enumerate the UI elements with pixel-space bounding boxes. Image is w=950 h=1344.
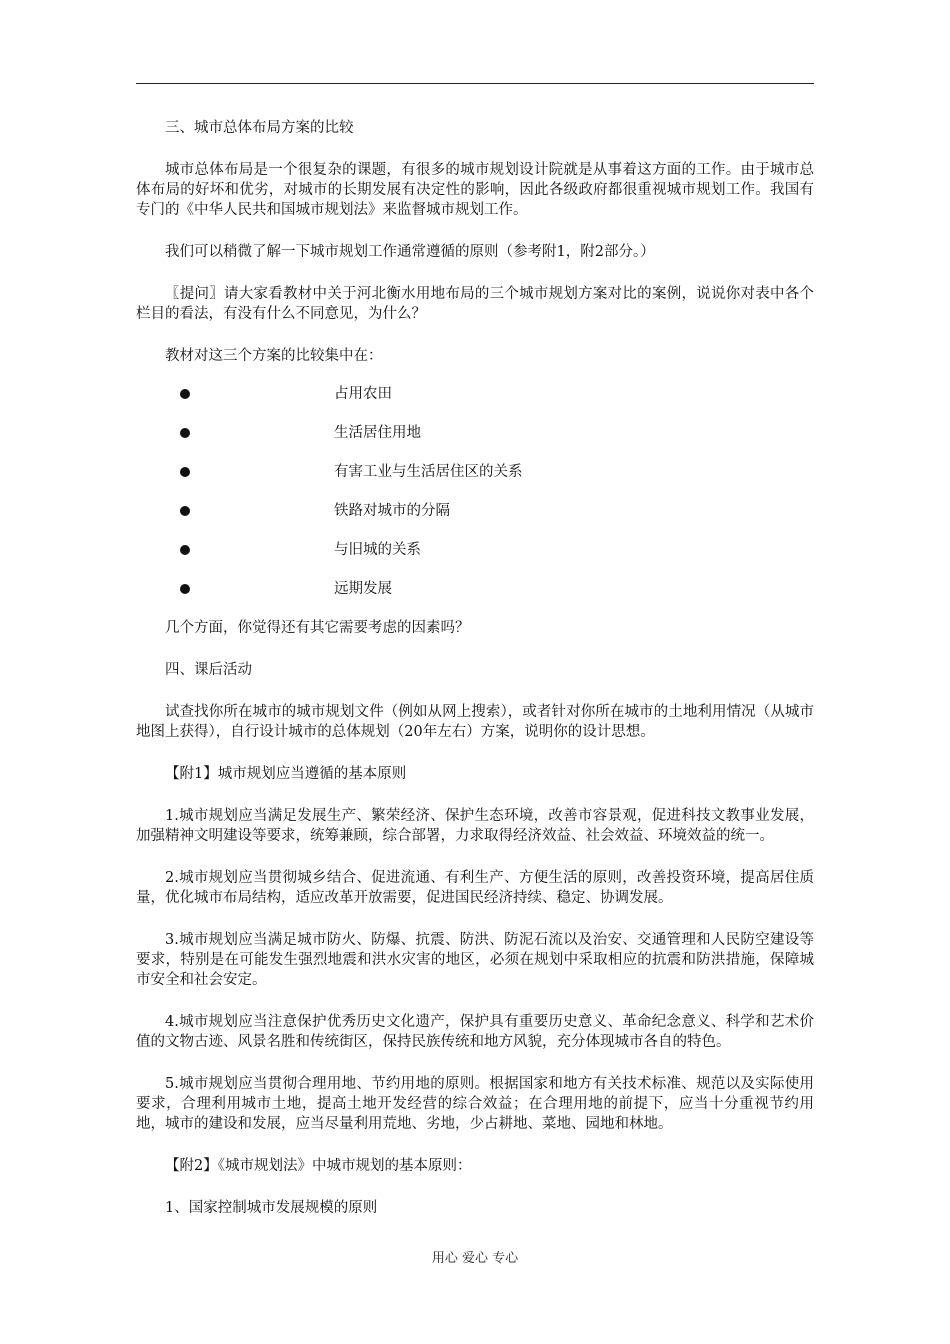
page-footer: 用心 爱心 专心 <box>431 1251 519 1266</box>
bullet-icon <box>180 545 190 555</box>
principle-item: 3.城市规划应当满足城市防火、防爆、抗震、防洪、防泥石流以及治安、交通管理和人民防空建设等要求，特别是在可能发生强烈地震和洪水灾害的地区，必须在规划中采取相应的抗震和防洪措施，保障城市安全和社会安定。 <box>136 932 814 988</box>
paragraph: 城市总体布局是一个很复杂的课题，有很多的城市规划设计院就是从事着这方面的工作。由于城市总体布局的好坏和优劣，对城市的长期发展有决定性的影响，因此各级政府都很重视城市规划工作。我国有专门的《中华人民共和国城市规划法》来监督城市规划工作。 <box>136 162 814 218</box>
bullet-icon <box>180 506 190 516</box>
list-item <box>136 462 814 482</box>
list-item <box>136 579 814 599</box>
question-paragraph: 〖提问〗请大家看教材中关于河北衡水用地布局的三个城市规划方案对比的案例，说说你对表中各个栏目的看法，有没有什么不同意见，为什么？ <box>136 286 814 322</box>
principle-item: 2.城市规划应当贯彻城乡结合、促进流通、有利生产、方便生活的原则，改善投资环境，提高居住质量，优化城市布局结构，适应改革开放需要，促进国民经济持续、稳定、协调发展。 <box>136 870 814 906</box>
paragraph: 教材对这三个方案的比较集中在： <box>165 348 383 364</box>
list-item-text: 有害工业与生活居住区的关系 <box>334 464 523 480</box>
appendix-2-item: 1、国家控制城市发展规模的原则 <box>165 1200 378 1216</box>
list-item-text: 与旧城的关系 <box>334 542 421 558</box>
appendix-1-heading: 【附1】城市规划应当遵循的基本原则 <box>165 766 407 782</box>
header-rule <box>136 83 814 84</box>
bullet-icon <box>180 584 190 594</box>
paragraph: 我们可以稍微了解一下城市规划工作通常遵循的原则（参考附1，附2部分。） <box>165 244 655 260</box>
list-item-text: 铁路对城市的分隔 <box>334 503 450 519</box>
list-item <box>136 384 814 404</box>
bullet-icon <box>180 467 190 477</box>
principle-item: 1.城市规划应当满足发展生产、繁荣经济、保护生态环境，改善市容景观，促进科技文教事业发展，加强精神文明建设等要求，统筹兼顾，综合部署，力求取得经济效益、社会效益、环境效益的统一。 <box>136 808 814 844</box>
list-item-text: 远期发展 <box>334 581 392 597</box>
bullet-icon <box>180 389 190 399</box>
principle-item: 4.城市规划应当注意保护优秀历史文化遗产，保护具有重要历史意义、革命纪念意义、科学和艺术价值的文物古迹、风景名胜和传统街区，保持民族传统和地方风貌，充分体现城市各自的特色。 <box>136 1014 814 1050</box>
comparison-list <box>136 384 814 599</box>
section-heading-4: 四、课后活动 <box>165 662 252 678</box>
paragraph: 几个方面，你觉得还有其它需要考虑的因素吗？ <box>165 620 470 636</box>
list-item <box>136 501 814 521</box>
section-heading-3: 三、城市总体布局方案的比较 <box>165 120 354 136</box>
principle-item: 5.城市规划应当贯彻合理用地、节约用地的原则。根据国家和地方有关技术标准、规范以及实际使用要求，合理利用城市土地，提高土地开发经营的综合效益；在合理用地的前提下，应当十分重视节约用地，城市的建设和发展，应当尽量利用荒地、劣地，少占耕地、菜地、园地和林地。 <box>136 1076 814 1132</box>
page-content <box>136 118 814 1240</box>
list-item <box>136 423 814 443</box>
list-item-text: 占用农田 <box>334 386 392 402</box>
appendix-2-heading: 【附2】《城市规划法》中城市规划的基本原则： <box>165 1158 472 1174</box>
list-item-text: 生活居住用地 <box>334 425 421 441</box>
list-item <box>136 540 814 560</box>
bullet-icon <box>180 428 190 438</box>
paragraph: 试查找你所在城市的城市规划文件（例如从网上搜索），或者针对你所在城市的土地利用情况（从城市地图上获得），自行设计城市的总体规划（20年左右）方案，说明你的设计思想。 <box>136 704 814 740</box>
